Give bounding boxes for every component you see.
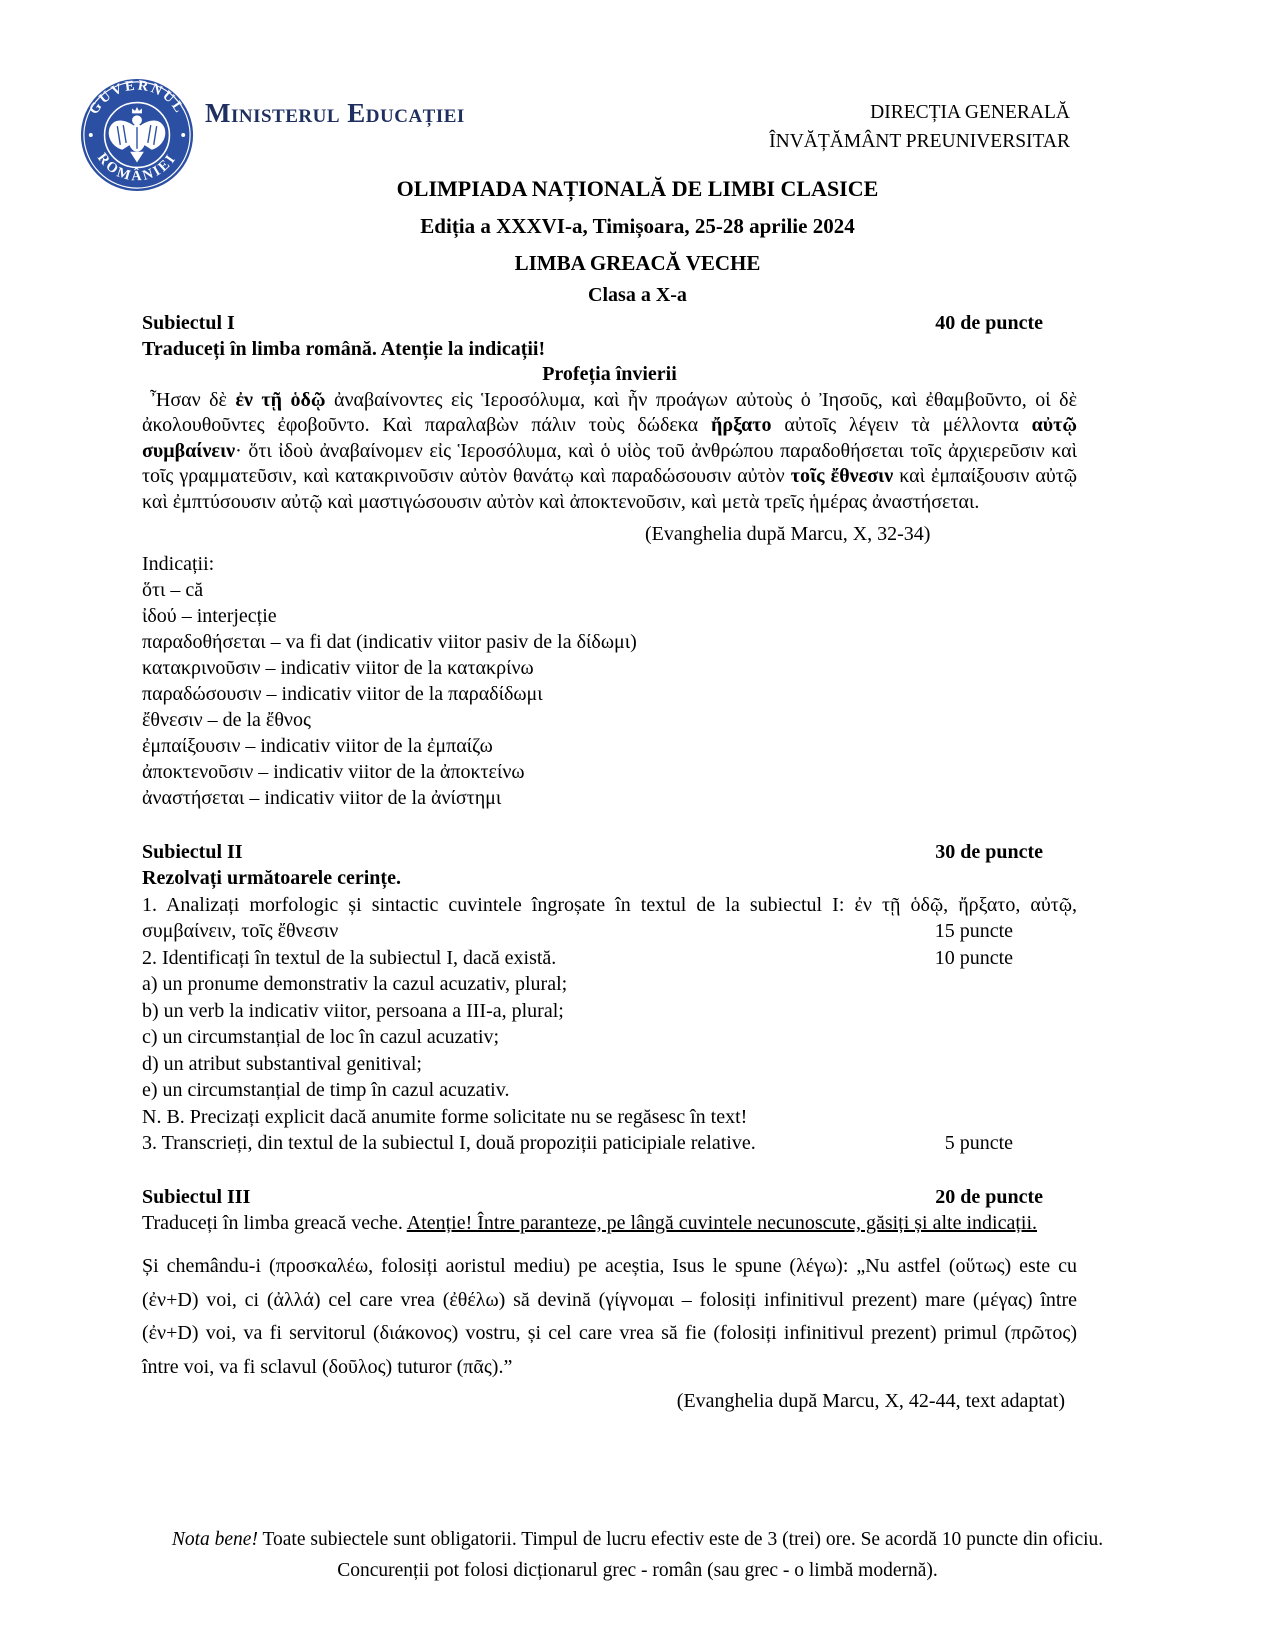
footer-line-1 bbox=[0, 1524, 1275, 1555]
citation-marcu-32-34: (Evanghelia după Marcu, X, 32-34) bbox=[645, 523, 931, 545]
subject2-subitem-b: b) un verb la indicativ viitor, persoana a III-a, plural; bbox=[142, 999, 564, 1022]
edition-subtitle: Ediția a XXXVI-a, Timișoara, 25-28 aprilie 2024 bbox=[420, 214, 855, 238]
indication-item: ἰδού – interjecție bbox=[142, 604, 277, 627]
greek-segment: καὶ ἐμπαίξουσιν αὐτῷ καὶ ἐμπτύσουσιν αὐτῷ καὶ μαστιγώσουσιν αὐτὸν καὶ ἀποκτενοῦσιν, καὶ μετὰ τρεῖς ἡμέρας ἀναστήσεται. bbox=[142, 465, 1078, 513]
indication-item: ἀποκτενοῦσιν – indicativ viitor de la ἀποκτείνω bbox=[142, 760, 525, 783]
ministry-title: Ministerul Educației bbox=[205, 98, 465, 128]
subject3-instruction-normal: Traduceți în limba greacă veche. bbox=[142, 1212, 407, 1234]
seal-top-text: GUVERNUL bbox=[85, 77, 189, 118]
subject2-nota-bene: N. B. Precizați explicit dacă anumite forme solicitate nu se regăsesc în text! bbox=[142, 1105, 748, 1128]
subject2-subitem-d: d) un atribut substantival genitival; bbox=[142, 1052, 422, 1075]
subject3-heading-row bbox=[142, 1184, 1077, 1211]
greek-segment-bold: αὐτῷ συμβαίνειν bbox=[142, 414, 1077, 462]
subject2-item1-text: 1. Analizați morfologic și sintactic cuvintele îngroșate în textul de la subiectul I: ἐν τῇ ὁδῷ, ἤρξατο, αὐτῷ, συμβαίνειν, τοῖς ἔθνεσιν bbox=[142, 893, 1077, 942]
subject2-subitem-e: e) un circumstanțial de timp în cazul acuzativ. bbox=[142, 1079, 510, 1101]
class-title: Clasa a X-a bbox=[588, 284, 687, 306]
subject3-section bbox=[142, 1184, 1077, 1415]
greek-segment: αὐτοῖς λέγειν τὰ μέλλοντα bbox=[771, 414, 1032, 436]
subject2-subitem-c: c) un circumstanțial de loc în cazul acuzativ; bbox=[142, 1026, 500, 1048]
subject1-points: 40 de puncte bbox=[935, 312, 1043, 334]
greek-source-text bbox=[142, 388, 1077, 516]
footer-line-2: Concurenții pot folosi dicționarul grec - român (sau grec - o limbă modernă). bbox=[337, 1560, 938, 1581]
subject3-instruction bbox=[142, 1210, 1077, 1236]
subject2-item3-text: 3. Transcrieți, din textul de la subiectul I, două propoziții paticipiale relative. bbox=[142, 1132, 756, 1154]
subject2-points: 30 de puncte bbox=[935, 840, 1043, 863]
document-body bbox=[142, 311, 1077, 1414]
direction-block bbox=[769, 98, 1070, 156]
subject2-item3-points: 5 puncte bbox=[944, 1132, 1013, 1154]
subject2-section bbox=[142, 839, 1077, 1157]
greek-segment: · ὅτι ἰδοὺ ἀναβαίνομεν εἰς Ἱεροσόλυμα, καὶ ὁ υἱὸς τοῦ ἀνθρώπου παραδοθήσεται τοῖς ἀρχιερεῦσιν καὶ τοῖς γραμματεῦσιν, καὶ κατακρινοῦσιν αὐτὸν θανάτῳ καὶ παραδώσουσιν αὐτὸν bbox=[142, 439, 1077, 487]
olympiad-title: OLIMPIADA NAȚIONALĂ DE LIMBI CLASICE bbox=[396, 176, 879, 201]
indication-item: ἔθνεσιν – de la ἔθνος bbox=[142, 708, 311, 731]
subject2-item3 bbox=[142, 1130, 1077, 1157]
subject2-item2 bbox=[142, 945, 1077, 972]
greek-segment: ἀναβαίνοντες εἰς Ἱεροσόλυμα, καὶ ἦν προάγων αὐτοὺς ὁ Ἰησοῦς, καὶ ἐθαμβοῦντο, οἱ δὲ ἀκολουθοῦντες ἐφοβοῦντο. Καὶ παραλαβὼν πάλιν τοὺς δώδεκα bbox=[142, 388, 1078, 436]
indication-item: ὅτι – că bbox=[142, 578, 204, 601]
footer-line-1-text: Toate subiectele sunt obligatorii. Timpul de lucru efectiv este de 3 (trei) ore. Se acordă 10 puncte din oficiu. bbox=[257, 1529, 1104, 1550]
language-title: LIMBA GREACĂ VECHE bbox=[514, 251, 761, 275]
subject2-instruction: Rezolvați următoarele cerințe. bbox=[142, 867, 401, 889]
subject3-instruction-underlined: Atenție! Între paranteze, pe lângă cuvintele necunoscute, găsiți și alte indicații. bbox=[406, 1212, 1038, 1234]
greek-text-title: Profeția învierii bbox=[542, 363, 677, 385]
citation-marcu-42-44: (Evanghelia după Marcu, X, 42-44, text adaptat) bbox=[676, 1390, 1065, 1412]
greek-segment: Ἦσαν δὲ bbox=[150, 388, 236, 411]
subject2-heading-row bbox=[142, 839, 1077, 866]
indication-item: παραδώσουσιν – indicativ viitor de la παραδίδωμι bbox=[142, 682, 543, 705]
subject2-item1 bbox=[142, 892, 1077, 945]
greek-segment-bold: ἐν τῇ ὁδῷ bbox=[235, 388, 326, 411]
footer-note bbox=[0, 1524, 1275, 1586]
indications-list bbox=[142, 577, 1077, 811]
indication-item: ἀναστήσεται – indicativ viitor de la ἀνίστημι bbox=[142, 786, 502, 809]
subject1-heading-row bbox=[142, 311, 1077, 337]
subject2-heading: Subiectul II bbox=[142, 840, 243, 863]
subject1-instruction: Traduceți în limba română. Atenție la indicații! bbox=[142, 337, 546, 360]
subject2-item2-text: 2. Identificați în textul de la subiectul I, dacă există. bbox=[142, 946, 557, 969]
greek-segment-bold: ἤρξατο bbox=[711, 414, 772, 436]
subject3-heading: Subiectul III bbox=[142, 1185, 251, 1208]
subject3-translation-text: Și chemându-i (προσκαλέω, folosiți aoristul mediu) pe aceștia, Isus le spune (λέγω): „Nu astfel (οὕτως) este cu (ἐν+D) voi, ci (ἀλλά) cel care vrea (ἐθέλω) să devină (γίγνομαι – folosiți infinitivul prezent) mare (μέγας) între (ἐν+D) voi, va fi servitorul (διάκονος) vostru, și cel care vrea să fie (folosiți infinitivul prezent) primul (πρῶτος) între voi, va fi sclavul (δοῦλος) tuturor (πᾶς).” bbox=[142, 1255, 1077, 1378]
indication-item: παραδοθήσεται – va fi dat (indicativ viitor pasiv de la δίδωμι) bbox=[142, 630, 637, 653]
direction-line-2: ÎNVĂȚĂMÂNT PREUNIVERSITAR bbox=[769, 131, 1070, 152]
subject3-points: 20 de puncte bbox=[935, 1185, 1043, 1208]
greek-segment-bold: τοῖς ἔθνεσιν bbox=[790, 465, 894, 487]
seal-bottom-text: ROMÂNIEI bbox=[93, 150, 180, 185]
indication-item: ἐμπαίξουσιν – indicativ viitor de la ἐμπαίζω bbox=[142, 734, 493, 757]
indication-item: κατακρινοῦσιν – indicativ viitor de la κατακρίνω bbox=[142, 656, 534, 679]
direction-line-1: DIRECȚIA GENERALĂ bbox=[870, 102, 1070, 123]
subject2-subitem-a: a) un pronume demonstrativ la cazul acuzativ, plural; bbox=[142, 973, 568, 995]
indications-label: Indicații: bbox=[142, 552, 215, 575]
nota-bene-label: Nota bene! bbox=[171, 1529, 258, 1550]
subject2-item1-points: 15 puncte bbox=[934, 920, 1013, 942]
document-titles bbox=[0, 176, 1275, 307]
subject1-heading: Subiectul I bbox=[142, 312, 235, 334]
subject2-item2-points: 10 puncte bbox=[934, 946, 1013, 969]
